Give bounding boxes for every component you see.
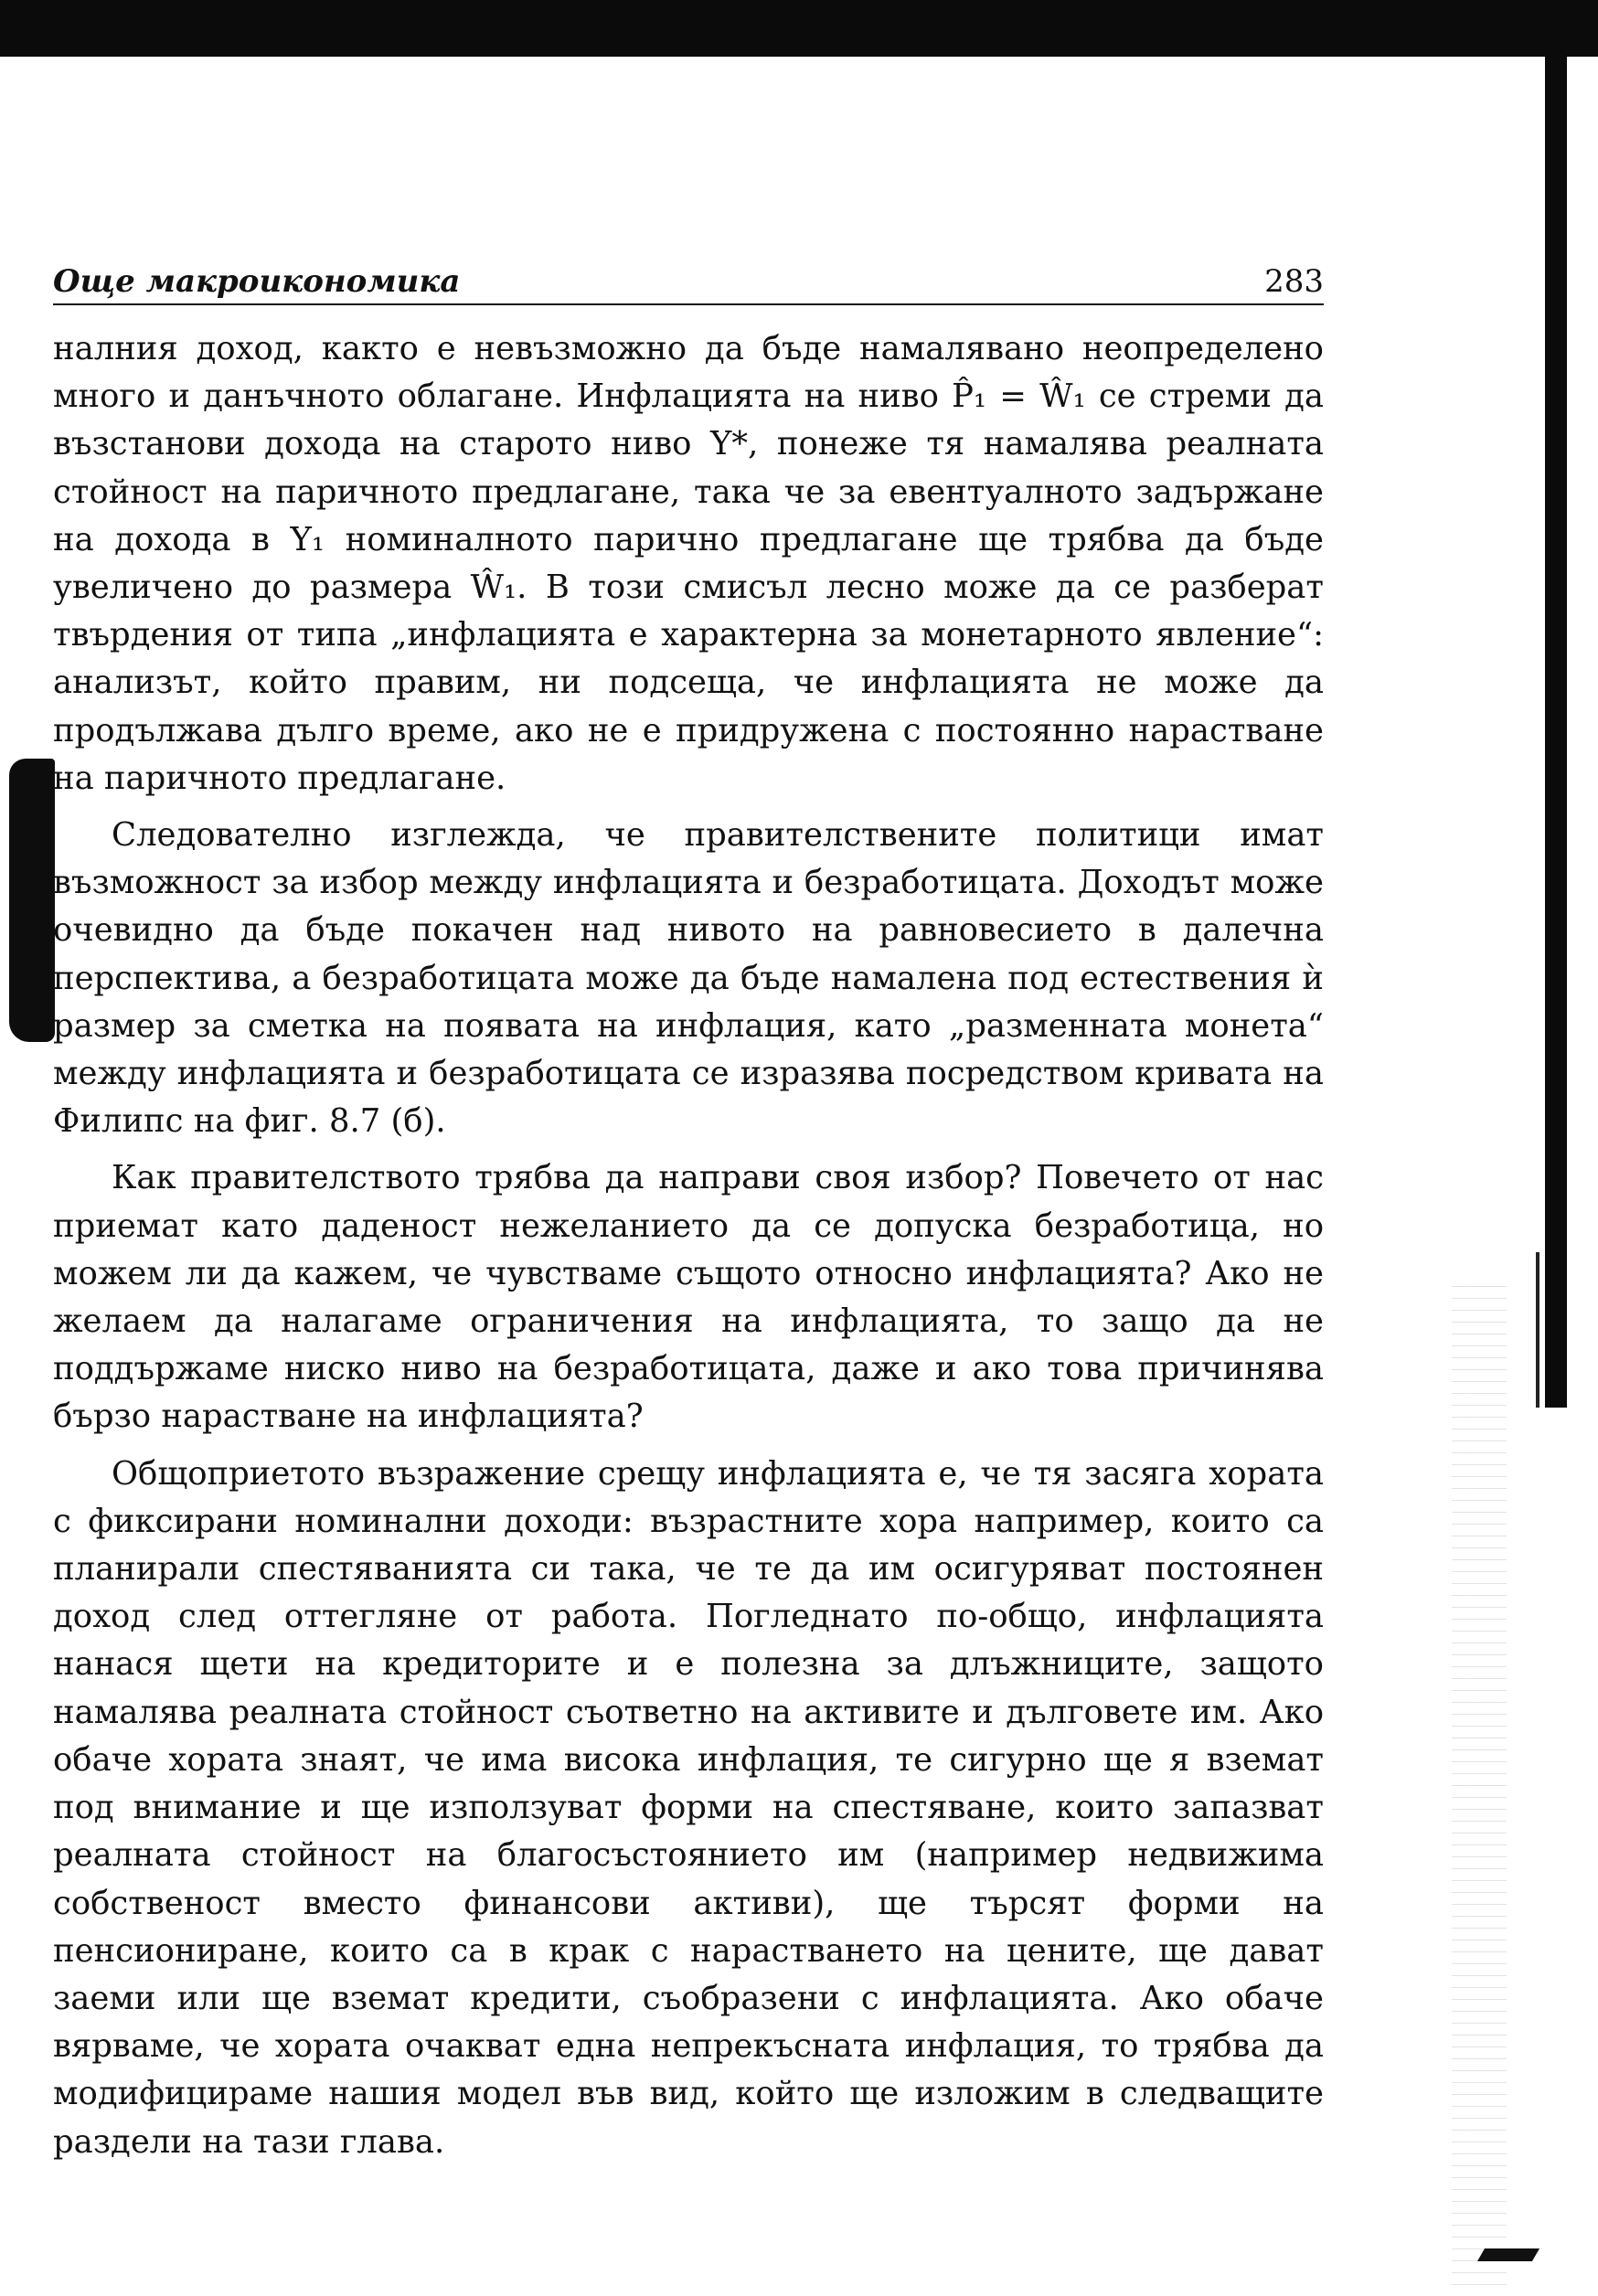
running-title: Още макроикономика [53,263,461,300]
scan-corner-mark [1477,2248,1539,2261]
running-header [53,254,1324,305]
scan-noise [1452,1280,1507,2285]
paragraph: налния доход, както е невъзможно да бъде намалявано неопределено много и данъчното облагане. Инфлацията на ниво P̂₁ = Ŵ₁ се стреми да възстанови дохода на старото ниво Y*, понеже тя намалява реалната стойност на паричното предлагане, така че за евентуалното задържане на дохода в Y₁ номиналното парично предлагане ще трябва да бъде увеличено до размера Ŵ₁. В този смисъл лесно може да се разберат твърдения от типа „инфлацията е характерна за монетарното явление“: анализът, който правим, ни подсеща, че инфлацията не може да продължава дълго време, ако не е придружена с постоянно нарастване на паричното предлагане. [53,330,1324,797]
scan-right-border [1545,37,1567,1408]
scan-right-mark [1536,1252,1539,1408]
scan-left-blot [9,759,55,1042]
paragraph: Общоприетото възражение срещу инфлацията е, че тя засяга хората с фиксирани номинални доходи: възрастните хора например, които са планирали спестяванията си така, че те да им осигуряват постоянен доход след оттегляне от работа. Погледнато по-общо, инфлацията нанася щети на кредиторите и е полезна за длъжниците, защото намалява реалната стойност съответно на активите и дълговете им. Ако обаче хората знаят, че има висока инфлация, те сигурно ще я вземат под внимание и ще използуват форми на спестяване, които запазват реалната стойност на благосъстоянието им (например недвижима собственост вместо финансови активи), ще търсят форми на пенсиониране, които са в крак с нарастването на цените, ще дават заеми или ще вземат кредити, съобразени с инфлацията. Ако обаче вярваме, че хората очакват една непрекъсната инфлация, то трябва да модифицираме нашия модел във вид, който ще изложим в следващите раздели на тази глава. [53,1454,1324,2161]
body-text [53,325,1324,2166]
paragraph: Следователно изглежда, че правителствените политици имат възможност за избор между инфлацията и безработицата. Доходът може очевидно да бъде покачен над нивото на равновесието в далечна перспектива, а безработицата може да бъде намалена под естествения ѝ размер за сметка на появата на инфлация, като „разменната монета“ между инфлацията и безработицата се изразява посредством кривата на Филипс на фиг. 8.7 (б). [53,816,1324,1141]
scan-top-border [0,0,1598,57]
page-number: 283 [1264,263,1324,300]
book-page [53,254,1324,2166]
paragraph: Как правителството трябва да направи своя избор? Повечето от нас приемат като даденост нежеланието да се допуска безработица, но можем ли да кажем, че чувстваме същото относно инфлацията? Ако не желаем да налагаме ограничения на инфлацията, то защо да не поддържаме ниско ниво на безработицата, даже и ако това причинява бързо нарастване на инфлацията? [53,1159,1324,1436]
